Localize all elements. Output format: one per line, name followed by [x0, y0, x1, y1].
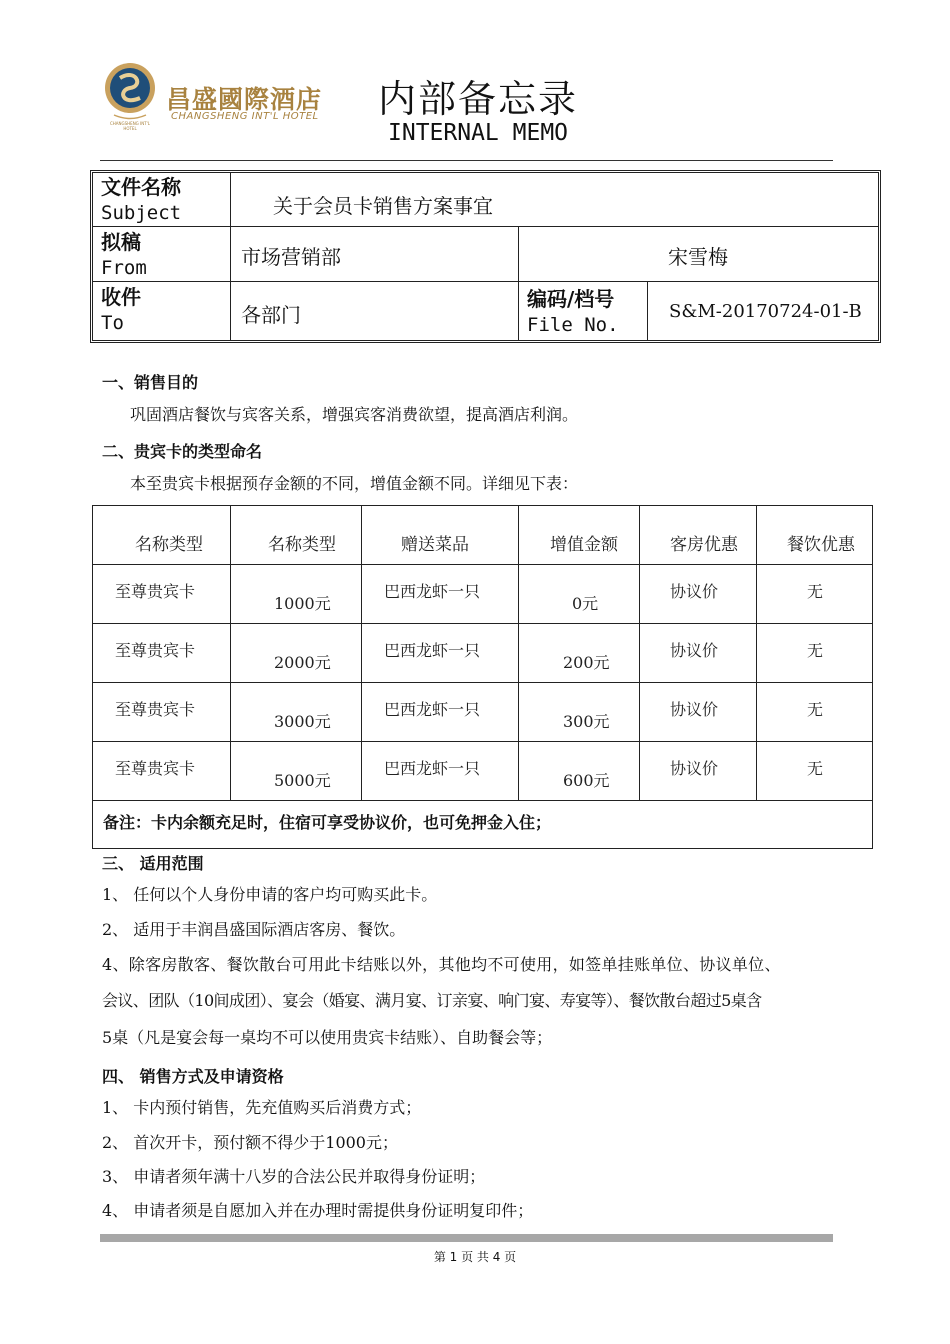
section-4-item: 1、 卡内预付销售，先充值购买后消费方式；	[102, 1098, 422, 1117]
file-number-label-cn: 编码/档号	[527, 287, 615, 311]
table-cell: 200元	[563, 653, 610, 672]
table-cell: 5000元	[274, 771, 331, 790]
file-number-label	[527, 286, 619, 338]
to-label	[101, 284, 141, 336]
table-cell: 协议价	[670, 700, 719, 719]
table-cell: 至尊贵宾卡	[115, 582, 196, 601]
table-header: 赠送菜品	[401, 535, 469, 555]
logo-chinese-name: 昌盛國際酒店	[166, 85, 323, 114]
info-col-divider	[518, 227, 519, 340]
table-header: 增值金额	[550, 535, 618, 555]
table-cell: 巴西龙虾一只	[384, 582, 481, 601]
table-cell: 600元	[563, 771, 610, 790]
from-label-en: From	[101, 257, 147, 279]
table-col-divider	[639, 506, 640, 800]
from-person: 宋雪梅	[668, 245, 728, 269]
subject-label-cn: 文件名称	[101, 175, 181, 199]
subject-label	[101, 174, 181, 226]
table-cell: 无	[807, 641, 824, 660]
section-4-item: 2、 首次开卡，预付额不得少于1000元；	[102, 1133, 398, 1152]
table-cell: 无	[807, 759, 824, 778]
header-divider	[100, 160, 833, 161]
table-header: 客房优惠	[670, 535, 738, 555]
to-value: 各部门	[241, 303, 301, 327]
table-cell: 巴西龙虾一只	[384, 700, 481, 719]
from-label	[101, 229, 147, 281]
info-row-divider	[93, 281, 878, 282]
table-cell: 至尊贵宾卡	[115, 700, 196, 719]
section-3-title: 三、 适用范围	[102, 854, 204, 873]
section-3-item: 1、 任何以个人身份申请的客户均可购买此卡。	[102, 885, 438, 904]
table-cell: 至尊贵宾卡	[115, 759, 196, 778]
from-department: 市场营销部	[241, 245, 341, 269]
memo-title-english: INTERNAL MEMO	[388, 120, 569, 146]
table-cell: 无	[807, 700, 824, 719]
section-3-item: 4、除客房散客、餐饮散台可用此卡结账以外，其他均不可使用，如签单挂账单位、协议单位、	[102, 955, 781, 974]
table-cell: 0元	[572, 594, 599, 613]
subject-label-en: Subject	[101, 202, 182, 224]
from-label-cn: 拟稿	[101, 230, 141, 254]
table-cell: 300元	[563, 712, 610, 731]
table-cell: 协议价	[670, 641, 719, 660]
file-number-label-en: File No.	[527, 314, 619, 336]
info-row-divider	[93, 226, 878, 227]
footer-rule	[100, 1234, 833, 1242]
table-cell: 至尊贵宾卡	[115, 641, 196, 660]
section-1-text: 巩固酒店餐饮与宾客关系，增强宾客消费欲望，提高酒店利润。	[130, 405, 579, 424]
file-number-value: S&M-20170724-01-B	[669, 301, 862, 322]
logo-english-name: CHANGSHENG INT'L HOTEL	[171, 111, 319, 122]
table-col-divider	[756, 506, 757, 800]
memo-info-table	[90, 170, 881, 343]
info-col-divider	[647, 282, 648, 340]
table-header: 名称类型	[268, 535, 336, 555]
table-header: 餐饮优惠	[787, 535, 855, 555]
table-cell: 巴西龙虾一只	[384, 759, 481, 778]
table-col-divider	[230, 506, 231, 800]
to-label-en: To	[101, 312, 124, 334]
section-2-text: 本至贵宾卡根据预存金额的不同，增值金额不同。详细见下表：	[130, 474, 579, 493]
table-row-divider	[93, 800, 872, 801]
table-cell: 协议价	[670, 759, 719, 778]
section-3-item: 会议、团队（10间成团）、宴会（婚宴、满月宴、订亲宴、响门宴、寿宴等）、餐饮散台超过5桌含	[102, 991, 762, 1010]
memo-title-chinese: 内部备忘录	[378, 77, 579, 121]
table-cell: 巴西龙虾一只	[384, 641, 481, 660]
table-cell: 1000元	[274, 594, 331, 613]
section-3-item: 2、 适用于丰润昌盛国际酒店客房、餐饮。	[102, 920, 406, 939]
table-header: 名称类型	[135, 535, 203, 555]
subject-value: 关于会员卡销售方案事宜	[273, 194, 493, 218]
section-4-item: 3、 申请者须年满十八岁的合法公民并取得身份证明；	[102, 1167, 486, 1186]
section-4-item: 4、 申请者须是自愿加入并在办理时需提供身份证明复印件；	[102, 1201, 534, 1220]
table-cell: 协议价	[670, 582, 719, 601]
to-label-cn: 收件	[101, 285, 141, 309]
section-3-item: 5桌（凡是宴会每一桌均不可以使用贵宾卡结账）、自助餐会等；	[102, 1028, 553, 1047]
info-col-divider	[230, 173, 231, 340]
table-cell: 3000元	[274, 712, 331, 731]
card-types-table	[92, 505, 873, 849]
section-4-title: 四、 销售方式及申请资格	[102, 1067, 284, 1086]
table-col-divider	[518, 506, 519, 800]
section-1-title: 一、销售目的	[102, 373, 199, 392]
table-note: 备注：卡内余额充足时，住宿可享受协议价，也可免押金入住；	[103, 813, 552, 832]
logo-small-caption: CHANGSHENG INT'L HOTEL	[109, 121, 150, 131]
table-col-divider	[361, 506, 362, 800]
table-cell: 无	[807, 582, 824, 601]
table-cell: 2000元	[274, 653, 331, 672]
page-number: 第 1 页 共 4 页	[433, 1250, 517, 1264]
section-2-title: 二、贵宾卡的类型命名	[102, 442, 263, 461]
